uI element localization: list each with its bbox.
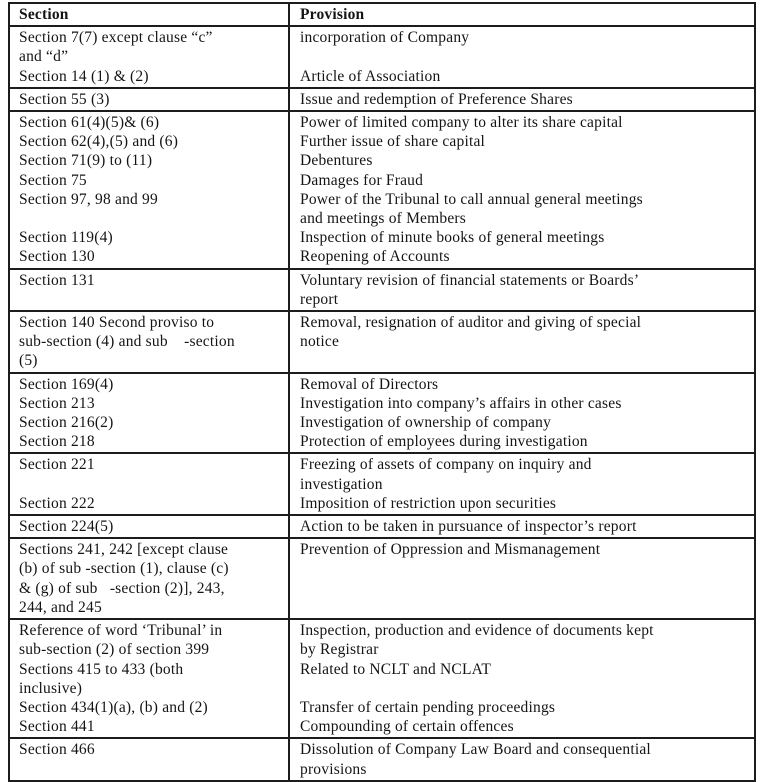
- section-line: sub-section (4) and sub -section: [19, 333, 235, 351]
- provision-line: [300, 351, 748, 370]
- column-header-section: [10, 4, 290, 25]
- table-row: [10, 25, 754, 87]
- section-line: [19, 290, 284, 309]
- provision-line: provisions: [300, 760, 367, 778]
- table-body: [10, 25, 754, 780]
- section-cell: [10, 539, 290, 618]
- section-line: Section 97, 98 and 99: [19, 190, 158, 208]
- provision-line: Debentures: [300, 152, 373, 170]
- section-line: Section 218: [19, 433, 95, 451]
- provision-line: Power of limited company to alter its share capital: [300, 114, 623, 132]
- provision-line: Removal of Directors: [300, 375, 439, 393]
- section-line: Section 224(5): [19, 518, 114, 536]
- section-line: [19, 760, 284, 779]
- provision-line: Related to NCLT and NCLAT: [300, 660, 491, 678]
- column-header-provision: [290, 4, 754, 25]
- table-row: [10, 618, 754, 737]
- provision-line: by Registrar: [300, 641, 379, 659]
- table-row: [10, 268, 754, 310]
- provision-cell: [290, 27, 754, 87]
- table-row: [10, 110, 754, 268]
- provision-line: Issue and redemption of Preference Shares: [300, 90, 573, 108]
- section-line: inclusive): [19, 679, 83, 697]
- section-line: Section 213: [19, 394, 95, 412]
- section-line: Section 130: [19, 248, 95, 266]
- section-line: Section 119(4): [19, 229, 113, 247]
- section-line: Section 14 (1) & (2): [19, 67, 149, 85]
- provision-cell: [290, 89, 754, 110]
- provision-cell: [290, 539, 754, 618]
- provision-line: Inspection of minute books of general meetings: [300, 229, 605, 247]
- section-cell: [10, 620, 290, 737]
- section-cell: [10, 516, 290, 537]
- table-header-row: [10, 4, 754, 25]
- section-line: 244, and 245: [19, 598, 102, 616]
- column-header-section-label: Section: [19, 6, 69, 23]
- provision-line: Compounding of certain offences: [300, 718, 514, 736]
- provision-line: incorporation of Company: [300, 29, 470, 47]
- column-header-provision-label: Provision: [300, 6, 365, 23]
- table-row: [10, 537, 754, 618]
- section-line: Section 7(7) except clause “c”: [19, 29, 213, 47]
- provision-cell: [290, 112, 754, 268]
- section-line: [19, 475, 284, 494]
- provision-cell: [290, 454, 754, 514]
- table-row: [10, 310, 754, 372]
- provision-line: Article of Association: [300, 67, 441, 85]
- section-line: Section 169(4): [19, 375, 114, 393]
- provision-line: Prevention of Oppression and Mismanagement: [300, 541, 601, 559]
- provision-line: Power of the Tribunal to call annual general meetings: [300, 190, 643, 208]
- provision-line: Reopening of Accounts: [300, 248, 450, 266]
- provision-line: Protection of employees during investigation: [300, 433, 588, 451]
- section-cell: [10, 739, 290, 779]
- section-line: Section 216(2): [19, 414, 114, 432]
- provision-line: Removal, resignation of auditor and giving of special: [300, 314, 642, 332]
- table-row: [10, 737, 754, 779]
- provision-line: Imposition of restriction upon securities: [300, 494, 557, 512]
- section-cell: [10, 374, 290, 453]
- section-line: & (g) of sub -section (2)], 243,: [19, 579, 225, 597]
- section-line: Section 61(4)(5)& (6): [19, 114, 160, 132]
- provision-line: [300, 559, 748, 578]
- section-line: Section 140 Second proviso to: [19, 314, 215, 332]
- section-line: [19, 209, 284, 228]
- provision-line: Dissolution of Company Law Board and consequential: [300, 741, 651, 759]
- provision-cell: [290, 312, 754, 372]
- section-line: Section 466: [19, 741, 95, 759]
- section-line: Section 75: [19, 171, 87, 189]
- provision-cell: [290, 739, 754, 779]
- section-cell: [10, 112, 290, 268]
- section-cell: [10, 312, 290, 372]
- section-line: (5): [19, 352, 38, 370]
- provision-line: Transfer of certain pending proceedings: [300, 698, 556, 716]
- section-line: Section 434(1)(a), (b) and (2): [19, 698, 208, 716]
- section-line: Sections 241, 242 [except clause: [19, 541, 229, 559]
- provision-line: [300, 579, 748, 598]
- table-row: [10, 372, 754, 453]
- section-cell: [10, 270, 290, 310]
- provision-line: and meetings of Members: [300, 210, 467, 228]
- table-row: [10, 452, 754, 514]
- provision-cell: [290, 516, 754, 537]
- provision-line: [300, 47, 748, 66]
- provision-line: Action to be taken in pursuance of inspector’s report: [300, 518, 637, 536]
- provision-line: Voluntary revision of financial statements or Boards’: [300, 271, 640, 289]
- section-cell: [10, 89, 290, 110]
- provision-cell: [290, 620, 754, 737]
- section-line: Section 55 (3): [19, 90, 110, 108]
- table-row: [10, 87, 754, 110]
- section-line: Sections 415 to 433 (both: [19, 660, 184, 678]
- section-line: Section 222: [19, 494, 95, 512]
- section-line: Section 71(9) to (11): [19, 152, 153, 170]
- section-line: Section 441: [19, 718, 95, 736]
- provision-cell: [290, 374, 754, 453]
- provision-line: investigation: [300, 475, 383, 493]
- provision-line: Damages for Fraud: [300, 171, 424, 189]
- provision-line: [300, 598, 748, 617]
- section-line: Section 221: [19, 456, 95, 474]
- section-cell: [10, 27, 290, 87]
- provision-line: Freezing of assets of company on inquiry and: [300, 456, 592, 474]
- section-line: and “d”: [19, 48, 69, 66]
- section-line: sub-section (2) of section 399: [19, 641, 210, 659]
- provision-line: notice: [300, 333, 340, 351]
- table-row: [10, 514, 754, 537]
- section-line: Reference of word ‘Tribunal’ in: [19, 622, 223, 640]
- provision-line: Inspection, production and evidence of documents kept: [300, 622, 654, 640]
- provision-line: Investigation of ownership of company: [300, 414, 552, 432]
- section-line: (b) of sub -section (1), clause (c): [19, 560, 229, 578]
- provision-line: [300, 679, 748, 698]
- section-line: Section 62(4),(5) and (6): [19, 133, 179, 151]
- section-cell: [10, 454, 290, 514]
- sections-provisions-table: [8, 2, 756, 782]
- provision-line: report: [300, 290, 339, 308]
- provision-cell: [290, 270, 754, 310]
- provision-line: Investigation into company’s affairs in other cases: [300, 394, 622, 412]
- section-line: Section 131: [19, 271, 95, 289]
- provision-line: Further issue of share capital: [300, 133, 486, 151]
